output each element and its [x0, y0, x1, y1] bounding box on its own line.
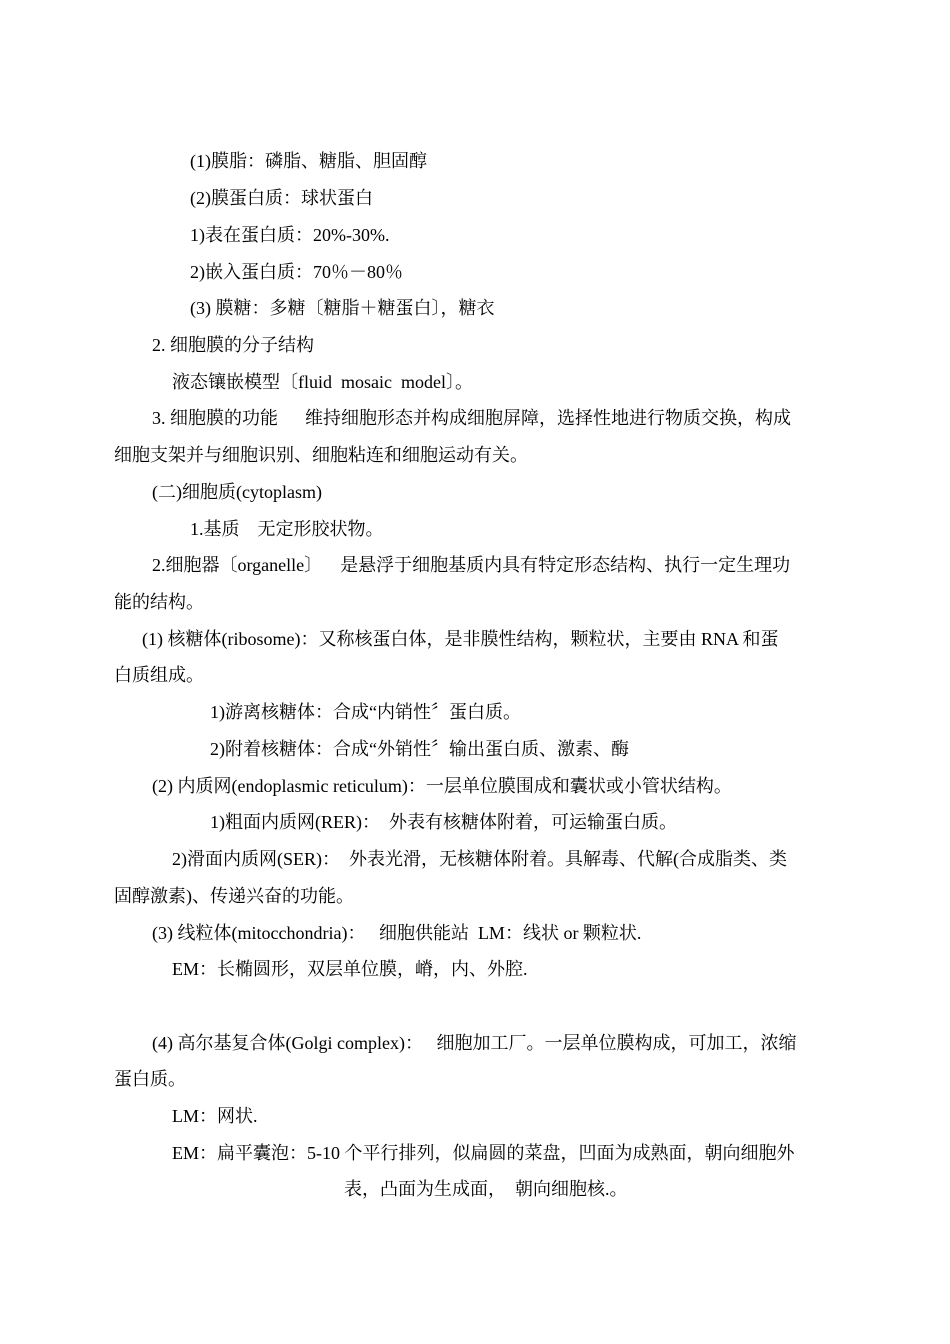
line-matrix: 1.基质 无定形胶状物。: [190, 519, 384, 539]
heading-ribosome: (1) 核糖体(ribosome)：又称核蛋白体，是非膜性结构，颗粒状，主要由 RNA 和蛋: [142, 629, 779, 649]
line-smooth-er-cont: 固醇激素)、传递兴奋的功能。: [114, 886, 354, 906]
heading-mitochondria: (3) 线粒体(mitocchondria)： 细胞供能站 LM：线状 or 颗粒状.: [152, 923, 642, 943]
heading-membrane-function: 3. 细胞膜的功能 维持细胞形态并构成细胞屏障，选择性地进行物质交换，构成: [152, 408, 791, 428]
line-smooth-er: 2)滑面内质网(SER)： 外表光滑，无核糖体附着。具解毒、代解(合成脂类、类: [172, 849, 787, 869]
line-organelle-cont: 能的结构。: [114, 592, 204, 612]
heading-er: (2) 内质网(endoplasmic reticulum)：一层单位膜围成和囊状或小管状结构。: [152, 776, 732, 796]
heading-membrane-structure: 2. 细胞膜的分子结构: [152, 335, 314, 355]
line-membrane-sugar: (3) 膜糖：多糖〔糖脂＋糖蛋白〕，糖衣: [190, 298, 495, 318]
line-integral-protein: 2)嵌入蛋白质：70％－80％: [190, 262, 403, 282]
heading-organelle: 2.细胞器〔organelle〕 是悬浮于细胞基质内具有特定形态结构、执行一定生理功: [152, 555, 791, 575]
line-golgi-cont: 蛋白质。: [114, 1069, 186, 1089]
line-free-ribosome: 1)游离核糖体：合成“内销性〞蛋白质。: [210, 702, 521, 722]
line-bound-ribosome: 2)附着核糖体：合成“外销性〞输出蛋白质、激素、酶: [210, 739, 629, 759]
line-golgi-lm: LM：网状.: [172, 1106, 258, 1126]
line-golgi-em: EM：扁平囊泡：5-10 个平行排列，似扁圆的菜盘，凹面为成熟面，朝向细胞外: [172, 1143, 795, 1163]
heading-golgi: (4) 高尔基复合体(Golgi complex)： 细胞加工厂。一层单位膜构成，可加工，浓缩: [152, 1033, 797, 1053]
line-membrane-function-cont: 细胞支架并与细胞识别、细胞粘连和细胞运动有关。: [114, 445, 528, 465]
line-membrane-protein: (2)膜蛋白质：球状蛋白: [190, 188, 373, 208]
line-golgi-em-cont: 表，凸面为生成面， 朝向细胞核.。: [344, 1179, 628, 1199]
heading-cytoplasm: (二)细胞质(cytoplasm): [152, 482, 322, 502]
line-membrane-lipid: (1)膜脂：磷脂、糖脂、胆固醇: [190, 151, 427, 171]
line-peripheral-protein: 1)表在蛋白质：20%-30%.: [190, 225, 390, 245]
line-fluid-mosaic: 液态镶嵌模型〔fluid mosaic model〕。: [172, 372, 473, 392]
line-ribosome-cont: 白质组成。: [114, 665, 204, 685]
line-mitochondria-em: EM：长椭圆形，双层单位膜，嵴，内、外腔.: [172, 959, 528, 979]
line-rough-er: 1)粗面内质网(RER)： 外表有核糖体附着，可运输蛋白质。: [210, 812, 677, 832]
